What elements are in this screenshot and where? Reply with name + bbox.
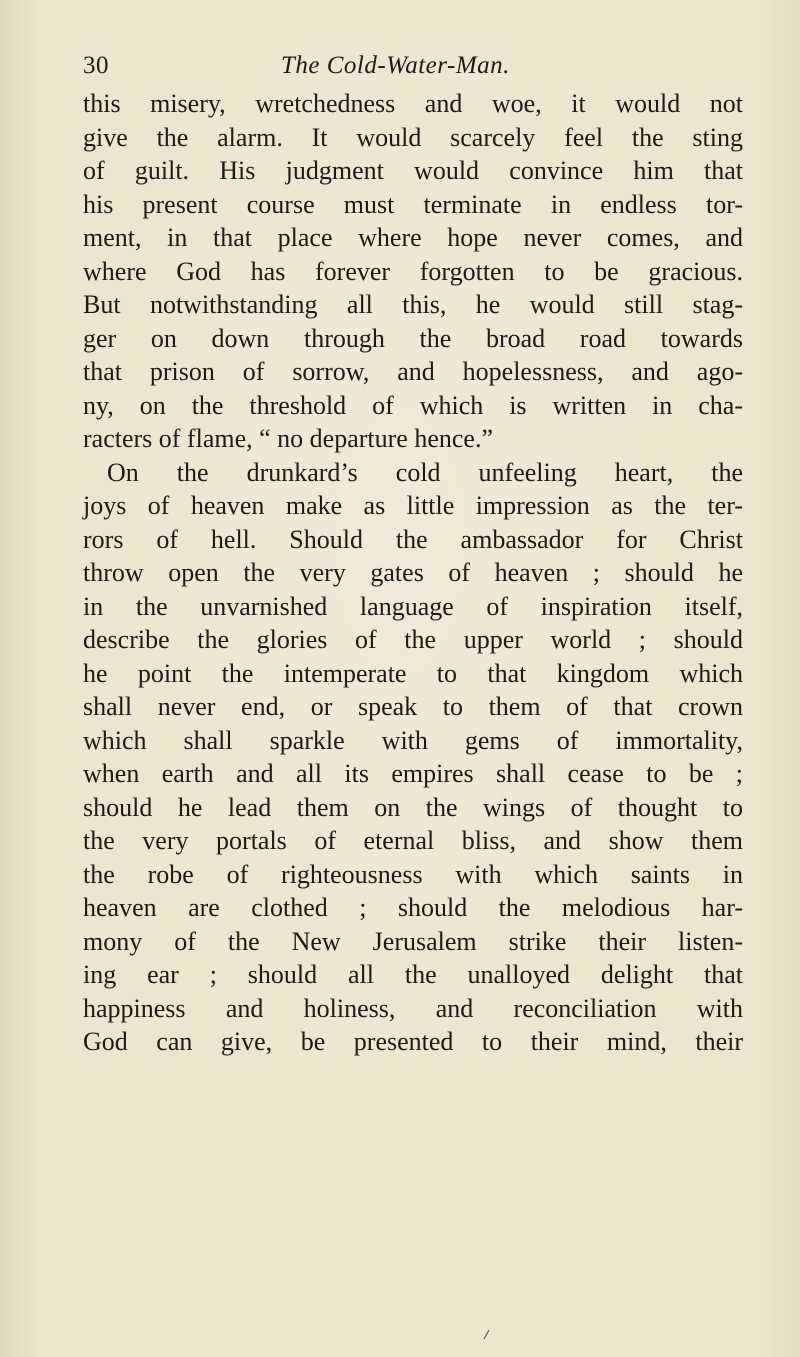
text-line: which shall sparkle with gems of immortality, bbox=[83, 725, 743, 755]
text-line: But notwithstanding all this, he would still stag- bbox=[83, 290, 743, 319]
text-line: throw open the very gates of heaven ; should he bbox=[83, 558, 743, 587]
text-line: his present course must terminate in endless tor- bbox=[83, 189, 743, 219]
text-line: the very portals of eternal bliss, and show them bbox=[83, 826, 743, 855]
text-line: he point the intemperate to that kingdom which bbox=[83, 658, 743, 688]
text-line: this misery, wretchedness and woe, it would not bbox=[83, 89, 743, 118]
text-line: the robe of righteousness with which saints in bbox=[83, 859, 743, 889]
text-line: should he lead them on the wings of thought to bbox=[83, 792, 743, 822]
text-line: ny, on the threshold of which is written in cha- bbox=[83, 390, 743, 420]
text-line: describe the glories of the upper world ; should bbox=[83, 625, 743, 654]
text-line: in the unvarnished language of inspiration itself, bbox=[83, 591, 743, 621]
text-line: mony of the New Jerusalem strike their listen- bbox=[83, 926, 743, 956]
text-line: ger on down through the broad road towards bbox=[83, 323, 743, 353]
text-line: happiness and holiness, and reconciliation with bbox=[83, 993, 743, 1023]
text-line: heaven are clothed ; should the melodious har- bbox=[83, 893, 743, 922]
text-line: when earth and all its empires shall cease to be ; bbox=[83, 759, 743, 788]
running-title: The Cold-Water-Man. bbox=[281, 52, 510, 79]
ink-mark-icon bbox=[482, 1327, 492, 1341]
text-line: shall never end, or speak to them of that crown bbox=[83, 692, 743, 721]
text-line: racters of flame, “ no departure hence.” bbox=[83, 424, 493, 453]
text-line: give the alarm. It would scarcely feel the sting bbox=[83, 122, 743, 152]
text-line: joys of heaven make as little impression as the ter- bbox=[83, 491, 743, 520]
text-line: that prison of sorrow, and hopelessness, and ago- bbox=[83, 357, 743, 386]
body-text bbox=[83, 87, 743, 1059]
text-line: of guilt. His judgment would convince him that bbox=[83, 156, 743, 185]
page-number: 30 bbox=[83, 52, 109, 79]
text-line: God can give, be presented to their mind, their bbox=[83, 1027, 743, 1056]
text-line: rors of hell. Should the ambassador for Christ bbox=[83, 524, 743, 554]
text-line: ment, in that place where hope never comes, and bbox=[83, 223, 743, 252]
text-line: where God has forever forgotten to be gracious. bbox=[83, 256, 743, 286]
text-line: ing ear ; should all the unalloyed delight that bbox=[83, 960, 743, 989]
paragraph-start-line: On the drunkard’s cold unfeeling heart, the bbox=[107, 457, 743, 487]
running-head bbox=[83, 52, 743, 88]
